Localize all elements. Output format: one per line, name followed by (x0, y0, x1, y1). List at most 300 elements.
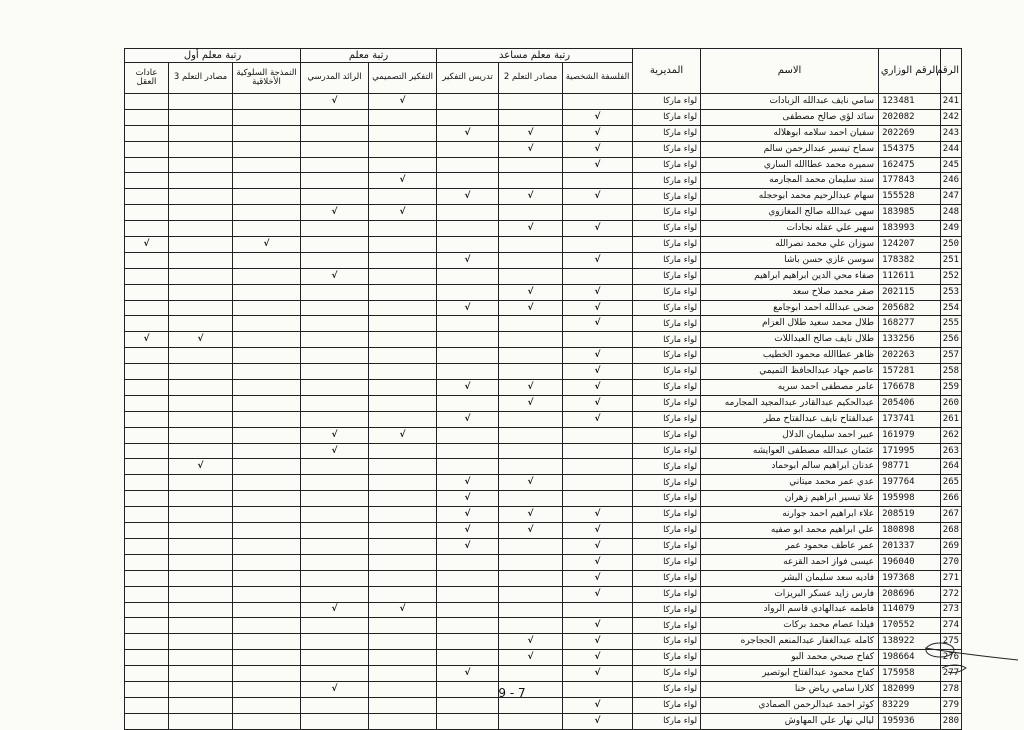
check-cell (169, 157, 233, 173)
check-cell (169, 650, 233, 666)
check-cell (499, 348, 563, 364)
check-cell (169, 475, 233, 491)
check-cell (499, 427, 563, 443)
check-cell (125, 141, 169, 157)
teacher-name: كفاح محمود عبدالفتاح ابوتصير (701, 666, 879, 682)
table-row (125, 380, 962, 396)
ministry-number: 196040 (879, 554, 941, 570)
check-cell (125, 316, 169, 332)
col-header-teach-thinking: تدريس التفكير (437, 63, 499, 94)
row-number: 255 (941, 316, 962, 332)
check-cell (301, 395, 369, 411)
ministry-number: 180898 (879, 523, 941, 539)
check-cell (437, 141, 499, 157)
row-number: 272 (941, 586, 962, 602)
check-cell (233, 507, 301, 523)
check-cell (125, 300, 169, 316)
check-cell (301, 554, 369, 570)
check-cell (233, 459, 301, 475)
table-row (125, 666, 962, 682)
check-cell (499, 586, 563, 602)
check-cell (563, 427, 633, 443)
teacher-name: علاء ابراهيم احمد جوارنه (701, 507, 879, 523)
check-cell (169, 411, 233, 427)
teacher-name: سائد لؤي صالح مصطفى (701, 109, 879, 125)
check-cell (233, 205, 301, 221)
check-cell (499, 332, 563, 348)
check-cell (437, 602, 499, 618)
teacher-name: سوزان علي محمد نصرالله (701, 237, 879, 253)
ministry-number: 208519 (879, 507, 941, 523)
directorate: لواء ماركا (633, 94, 701, 110)
check-cell (301, 316, 369, 332)
check-cell (125, 554, 169, 570)
directorate: لواء ماركا (633, 507, 701, 523)
check-cell (169, 570, 233, 586)
check-cell: √ (499, 634, 563, 650)
check-cell (369, 221, 437, 237)
table-row (125, 459, 962, 475)
directorate: لواء ماركا (633, 284, 701, 300)
check-cell (169, 109, 233, 125)
check-cell (169, 554, 233, 570)
table-row (125, 252, 962, 268)
check-cell (563, 602, 633, 618)
check-cell (301, 586, 369, 602)
check-cell (233, 395, 301, 411)
check-cell: √ (437, 507, 499, 523)
col-header-directorate: المديرية (633, 49, 701, 94)
table-row (125, 284, 962, 300)
teacher-name: سند سليمان محمد المجارمه (701, 173, 879, 189)
check-cell: √ (437, 538, 499, 554)
table-row (125, 634, 962, 650)
directorate: لواء ماركا (633, 348, 701, 364)
row-number: 261 (941, 411, 962, 427)
check-cell (125, 380, 169, 396)
directorate: لواء ماركا (633, 395, 701, 411)
directorate: لواء ماركا (633, 602, 701, 618)
check-cell (437, 237, 499, 253)
directorate: لواء ماركا (633, 475, 701, 491)
teacher-name: عمر عاطف محمود عمر (701, 538, 879, 554)
check-cell: √ (125, 332, 169, 348)
ministry-number: 114079 (879, 602, 941, 618)
check-cell (125, 507, 169, 523)
check-cell (369, 586, 437, 602)
check-cell (369, 491, 437, 507)
check-cell (233, 141, 301, 157)
check-cell: √ (563, 538, 633, 554)
check-cell (369, 713, 437, 729)
check-cell (369, 395, 437, 411)
check-cell (125, 634, 169, 650)
ministry-number: 205406 (879, 395, 941, 411)
teacher-name: عدي عمر محمد ميتاني (701, 475, 879, 491)
table-row (125, 316, 962, 332)
row-number: 266 (941, 491, 962, 507)
check-cell (499, 554, 563, 570)
check-cell (369, 475, 437, 491)
check-cell (437, 316, 499, 332)
check-cell (499, 205, 563, 221)
check-cell (499, 618, 563, 634)
check-cell: √ (169, 332, 233, 348)
check-cell (437, 221, 499, 237)
table-row (125, 554, 962, 570)
teacher-name: فيلدا عصام محمد بركات (701, 618, 879, 634)
teacher-name: كفاح صبحي محمد البو (701, 650, 879, 666)
check-cell (369, 237, 437, 253)
check-cell (169, 141, 233, 157)
row-number: 275 (941, 634, 962, 650)
table-row (125, 125, 962, 141)
check-cell: √ (563, 189, 633, 205)
check-cell: √ (301, 205, 369, 221)
check-cell (437, 268, 499, 284)
directorate: لواء ماركا (633, 586, 701, 602)
directorate: لواء ماركا (633, 364, 701, 380)
teacher-name: علي ابراهيم محمد ابو صفيه (701, 523, 879, 539)
check-cell: √ (563, 634, 633, 650)
ministry-number: 157281 (879, 364, 941, 380)
check-cell (369, 189, 437, 205)
row-number: 252 (941, 268, 962, 284)
check-cell (437, 570, 499, 586)
check-cell (125, 666, 169, 682)
table-row (125, 141, 962, 157)
check-cell (233, 94, 301, 110)
check-cell: √ (563, 395, 633, 411)
check-cell (437, 443, 499, 459)
table-row (125, 507, 962, 523)
check-cell (233, 332, 301, 348)
table-row (125, 602, 962, 618)
row-number: 262 (941, 427, 962, 443)
directorate: لواء ماركا (633, 713, 701, 729)
check-cell (125, 268, 169, 284)
directorate: لواء ماركا (633, 237, 701, 253)
check-cell (563, 491, 633, 507)
check-cell: √ (563, 618, 633, 634)
check-cell (301, 189, 369, 205)
check-cell (301, 650, 369, 666)
check-cell (301, 507, 369, 523)
teacher-name: صفاء محي الدين ابراهيم ابراهيم (701, 268, 879, 284)
teacher-name: فاديه سعد سليمان البشر (701, 570, 879, 586)
check-cell (169, 618, 233, 634)
check-cell (369, 459, 437, 475)
check-cell (169, 284, 233, 300)
row-number: 265 (941, 475, 962, 491)
ministry-number: 208696 (879, 586, 941, 602)
ministry-number: 195936 (879, 713, 941, 729)
teacher-name: طلال نايف صالح العبداللات (701, 332, 879, 348)
check-cell (369, 570, 437, 586)
teacher-name: عبير احمد سليمان الدلال (701, 427, 879, 443)
table-row (125, 491, 962, 507)
check-cell: √ (563, 507, 633, 523)
check-cell (233, 666, 301, 682)
ministry-number: 138922 (879, 634, 941, 650)
check-cell (437, 94, 499, 110)
check-cell (233, 523, 301, 539)
check-cell (125, 523, 169, 539)
check-cell: √ (499, 125, 563, 141)
check-cell (169, 189, 233, 205)
check-cell (125, 618, 169, 634)
check-cell (169, 443, 233, 459)
check-cell (233, 189, 301, 205)
check-cell: √ (563, 554, 633, 570)
check-cell (169, 125, 233, 141)
teacher-name: سفيان احمد سلامه ابوهلاله (701, 125, 879, 141)
check-cell (369, 109, 437, 125)
table-row (125, 109, 962, 125)
check-cell: √ (499, 380, 563, 396)
check-cell (369, 141, 437, 157)
check-cell (499, 459, 563, 475)
check-cell (369, 507, 437, 523)
check-cell: √ (233, 237, 301, 253)
table-row (125, 570, 962, 586)
check-cell: √ (563, 380, 633, 396)
check-cell (301, 252, 369, 268)
directorate: لواء ماركا (633, 491, 701, 507)
row-number: 263 (941, 443, 962, 459)
check-cell (233, 252, 301, 268)
check-cell (499, 364, 563, 380)
col-header-no: الرقم (941, 49, 962, 94)
check-cell (125, 713, 169, 729)
group-header-assistant-teacher: رتبة معلم مساعد (437, 49, 633, 63)
check-cell: √ (563, 650, 633, 666)
check-cell (169, 348, 233, 364)
teacher-name: كوثر احمد عبدالرحمن الصمادي (701, 697, 879, 713)
check-cell (499, 94, 563, 110)
table-row (125, 443, 962, 459)
check-cell (563, 332, 633, 348)
check-cell (233, 713, 301, 729)
check-cell (169, 252, 233, 268)
check-cell (125, 586, 169, 602)
row-number: 244 (941, 141, 962, 157)
check-cell (301, 141, 369, 157)
row-number: 271 (941, 570, 962, 586)
check-cell (125, 189, 169, 205)
check-cell (233, 221, 301, 237)
directorate: لواء ماركا (633, 141, 701, 157)
check-cell (169, 380, 233, 396)
check-cell (369, 157, 437, 173)
check-cell (233, 125, 301, 141)
row-number: 269 (941, 538, 962, 554)
page-number: 9 - 7 (498, 686, 526, 700)
col-header-school-leader: الرائد المدرسي (301, 63, 369, 94)
check-cell: √ (301, 681, 369, 697)
check-cell: √ (301, 427, 369, 443)
check-cell (437, 284, 499, 300)
check-cell (169, 173, 233, 189)
ministry-number: 183985 (879, 205, 941, 221)
check-cell (499, 173, 563, 189)
teacher-name: سامي نايف عبدالله الزبادات (701, 94, 879, 110)
check-cell (125, 364, 169, 380)
check-cell (301, 125, 369, 141)
directorate: لواء ماركا (633, 316, 701, 332)
check-cell: √ (437, 523, 499, 539)
check-cell (369, 380, 437, 396)
directorate: لواء ماركا (633, 570, 701, 586)
row-number: 241 (941, 94, 962, 110)
check-cell (125, 427, 169, 443)
check-cell (125, 157, 169, 173)
check-cell (301, 666, 369, 682)
table-row (125, 300, 962, 316)
check-cell (233, 618, 301, 634)
check-cell (169, 538, 233, 554)
row-number: 257 (941, 348, 962, 364)
check-cell (169, 713, 233, 729)
check-cell (233, 650, 301, 666)
row-number: 243 (941, 125, 962, 141)
ministry-number: 98771 (879, 459, 941, 475)
table-row (125, 268, 962, 284)
directorate: لواء ماركا (633, 157, 701, 173)
teacher-name: سوسن غازي حسن باشا (701, 252, 879, 268)
check-cell (369, 634, 437, 650)
teacher-name: فاطمه عبدالهادي قاسم الرواد (701, 602, 879, 618)
check-cell: √ (437, 666, 499, 682)
check-cell (499, 237, 563, 253)
check-cell (233, 538, 301, 554)
check-cell (125, 221, 169, 237)
check-cell: √ (301, 443, 369, 459)
teacher-name: فارس زايد عسكر البريزات (701, 586, 879, 602)
check-cell (369, 332, 437, 348)
col-header-philosophy: الفلسفة الشخصية (563, 63, 633, 94)
check-cell (233, 411, 301, 427)
check-cell: √ (437, 475, 499, 491)
table-row (125, 395, 962, 411)
ministry-number: 124207 (879, 237, 941, 253)
check-cell (125, 94, 169, 110)
row-number: 273 (941, 602, 962, 618)
teacher-name: كلارا سامي رياض حنا (701, 681, 879, 697)
ministry-number: 161979 (879, 427, 941, 443)
directorate: لواء ماركا (633, 300, 701, 316)
check-cell (233, 427, 301, 443)
table-row (125, 348, 962, 364)
check-cell (369, 554, 437, 570)
check-cell (169, 268, 233, 284)
directorate: لواء ماركا (633, 459, 701, 475)
directorate: لواء ماركا (633, 697, 701, 713)
check-cell (499, 316, 563, 332)
teacher-name: عامر مصطفى احمد سريه (701, 380, 879, 396)
check-cell (301, 618, 369, 634)
check-cell (125, 173, 169, 189)
check-cell (169, 427, 233, 443)
check-cell (233, 316, 301, 332)
teacher-name: كامله عبدالغفار عبدالمنعم الحجاجره (701, 634, 879, 650)
check-cell (233, 554, 301, 570)
check-cell (233, 570, 301, 586)
ministry-number: 173741 (879, 411, 941, 427)
row-number: 245 (941, 157, 962, 173)
ministry-number: 171995 (879, 443, 941, 459)
check-cell (499, 538, 563, 554)
check-cell (437, 157, 499, 173)
ministry-number: 133256 (879, 332, 941, 348)
col-header-sources3: مصادر التعلم 3 (169, 63, 233, 94)
check-cell (369, 268, 437, 284)
check-cell: √ (437, 411, 499, 427)
check-cell (125, 125, 169, 141)
check-cell: √ (563, 157, 633, 173)
check-cell (563, 94, 633, 110)
row-number: 251 (941, 252, 962, 268)
directorate: لواء ماركا (633, 554, 701, 570)
table-row (125, 586, 962, 602)
check-cell (369, 300, 437, 316)
check-cell: √ (437, 125, 499, 141)
directorate: لواء ماركا (633, 666, 701, 682)
check-cell (437, 554, 499, 570)
check-cell: √ (499, 221, 563, 237)
check-cell (125, 650, 169, 666)
check-cell: √ (563, 523, 633, 539)
ministry-number: 205682 (879, 300, 941, 316)
check-cell (125, 602, 169, 618)
teacher-name: سميره محمد عطاالله الساري (701, 157, 879, 173)
table-row (125, 157, 962, 173)
check-cell (301, 475, 369, 491)
check-cell (301, 491, 369, 507)
check-cell (301, 570, 369, 586)
check-cell (125, 252, 169, 268)
check-cell (563, 237, 633, 253)
row-number: 248 (941, 205, 962, 221)
check-cell (125, 395, 169, 411)
check-cell (437, 109, 499, 125)
check-cell: √ (437, 300, 499, 316)
directorate: لواء ماركا (633, 173, 701, 189)
check-cell (301, 300, 369, 316)
check-cell (499, 666, 563, 682)
group-header-first-teacher: رتبة معلم أول (125, 49, 301, 63)
signature-mark (920, 638, 1020, 688)
teacher-name: ليالي نهار علي المهاوش (701, 713, 879, 729)
check-cell (301, 459, 369, 475)
check-cell (169, 395, 233, 411)
row-number: 258 (941, 364, 962, 380)
check-cell: √ (499, 189, 563, 205)
table-row (125, 475, 962, 491)
check-cell (369, 284, 437, 300)
col-header-behavior: النمذجة السلوكية الأخلاقية (233, 63, 301, 94)
ministry-number: 182099 (879, 681, 941, 697)
check-cell (301, 538, 369, 554)
teacher-name: عيسى فواز احمد القزعه (701, 554, 879, 570)
check-cell: √ (563, 300, 633, 316)
table-row (125, 237, 962, 253)
ministry-number: 202263 (879, 348, 941, 364)
check-cell (233, 157, 301, 173)
teacher-name: سهام عبدالرحيم محمد ابوحجله (701, 189, 879, 205)
ministry-number: 123481 (879, 94, 941, 110)
ministry-number: 197368 (879, 570, 941, 586)
